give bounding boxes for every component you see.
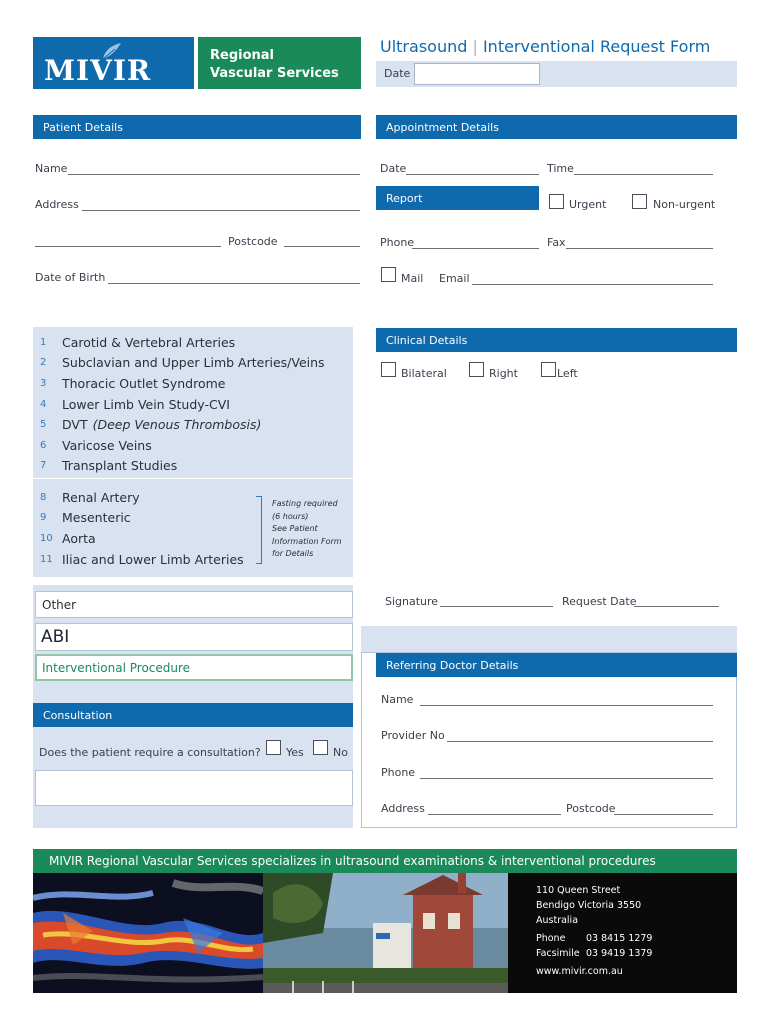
title-separator: |	[472, 37, 478, 56]
consult-no-checkbox[interactable]	[313, 740, 328, 755]
study-row[interactable]	[40, 353, 350, 374]
ref-provider-line[interactable]	[447, 741, 713, 742]
study-num: 4	[40, 398, 47, 410]
study-row[interactable]	[40, 394, 350, 415]
study-row[interactable]	[40, 508, 260, 529]
logo-text: MIVIR	[44, 54, 152, 87]
bilateral-checkbox[interactable]	[381, 362, 396, 377]
right-checkbox[interactable]	[469, 362, 484, 377]
form-title	[380, 37, 710, 56]
study-row[interactable]	[40, 373, 350, 394]
consultation-question: Does the patient require a consultation?	[39, 746, 261, 759]
footer-banner-text: MIVIR Regional Vascular Services specializes in ultrasound examinations & interventional procedures	[49, 854, 656, 868]
consult-yes-label: Yes	[286, 746, 304, 759]
ref-postcode-label: Postcode	[566, 802, 616, 815]
email-line[interactable]	[472, 284, 713, 285]
ref-phone-line[interactable]	[420, 778, 713, 779]
ref-provider-label: Provider No	[381, 729, 445, 742]
study-row[interactable]	[40, 549, 260, 570]
interventional-label: Interventional Procedure	[42, 661, 191, 675]
study-row[interactable]	[40, 414, 350, 435]
brand-line-1: Regional	[210, 48, 275, 63]
study-num: 9	[40, 512, 47, 524]
study-row[interactable]	[40, 487, 260, 508]
ultrasound-image	[33, 873, 263, 993]
appt-date-line[interactable]	[406, 174, 539, 175]
request-date-line[interactable]	[634, 606, 719, 607]
referring-top-strip	[361, 626, 737, 652]
date-field[interactable]	[414, 63, 540, 85]
study-label: Carotid & Vertebral Arteries	[62, 334, 236, 350]
study-num: 2	[40, 357, 47, 369]
referring-doctor-title: Referring Doctor Details	[386, 658, 519, 672]
building-photo	[263, 873, 508, 993]
brand-block	[198, 37, 361, 89]
report-header	[376, 186, 539, 210]
title-interventional: Interventional Request Form	[482, 37, 711, 56]
study-num: 10	[40, 532, 53, 544]
consult-no-label: No	[333, 746, 348, 759]
study-label: Lower Limb Vein Study-CVI	[62, 396, 230, 412]
email-label: Email	[439, 272, 470, 285]
fasting-line: See Patient	[272, 524, 318, 533]
clinical-notes-area[interactable]	[376, 386, 741, 586]
study-row[interactable]	[40, 456, 350, 477]
patient-name-label: Name	[35, 162, 68, 175]
study-num: 11	[40, 553, 53, 565]
fasting-line: for Details	[272, 549, 314, 558]
appt-fax-label: Fax	[547, 236, 566, 249]
patient-address-label: Address	[35, 198, 79, 211]
left-checkbox[interactable]	[541, 362, 556, 377]
clinical-details-title: Clinical Details	[386, 333, 468, 347]
contact-panel	[508, 873, 737, 993]
left-label: Left	[557, 367, 578, 380]
phone-value: 03 8415 1279	[586, 933, 653, 944]
study-label: Varicose Veins	[62, 437, 152, 453]
abi-label: ABI	[41, 627, 70, 647]
fasting-line: (6 hours)	[272, 511, 309, 521]
patient-details-header	[33, 115, 361, 139]
dob-line[interactable]	[108, 283, 360, 284]
appointment-details-header	[376, 115, 737, 139]
study-row[interactable]	[40, 528, 260, 549]
address-city: Bendigo Victoria 3550	[536, 900, 642, 911]
brand-line-2: Vascular Services	[210, 66, 339, 81]
patient-name-line[interactable]	[68, 174, 360, 175]
urgent-label: Urgent	[569, 198, 607, 211]
date-label: Date	[384, 67, 411, 80]
study-label: Aorta	[62, 530, 96, 546]
ref-postcode-line[interactable]	[614, 814, 713, 815]
bilateral-label: Bilateral	[401, 367, 447, 380]
non-urgent-label: Non-urgent	[653, 198, 716, 211]
postcode-line[interactable]	[284, 246, 360, 247]
study-label: Subclavian and Upper Limb Arteries/Veins	[62, 355, 325, 371]
address-country: Australia	[536, 915, 579, 926]
appt-fax-line[interactable]	[566, 248, 713, 249]
patient-address-line-2[interactable]	[35, 246, 221, 247]
fasting-note	[272, 498, 352, 561]
consultation-header	[33, 703, 353, 727]
study-label: Mesenteric	[62, 510, 131, 526]
abi-field[interactable]	[35, 623, 353, 651]
fasting-bracket	[256, 496, 262, 564]
study-row[interactable]	[40, 435, 350, 456]
ref-name-label: Name	[381, 693, 414, 706]
other-field[interactable]	[35, 591, 353, 618]
study-label: DVT	[62, 417, 88, 433]
study-num: 7	[40, 460, 47, 472]
fasting-line: Fasting required	[272, 499, 338, 508]
study-num: 6	[40, 439, 47, 451]
ref-address-label: Address	[381, 802, 425, 815]
study-num: 3	[40, 377, 47, 389]
ref-phone-label: Phone	[381, 766, 416, 779]
fax-value: 03 9419 1379	[586, 948, 653, 959]
consultation-notes[interactable]	[35, 770, 353, 806]
appt-time-label: Time	[547, 162, 574, 175]
address-street: 110 Queen Street	[536, 885, 621, 896]
title-ultrasound: Ultrasound	[380, 37, 468, 56]
phone-label: Phone	[536, 933, 566, 944]
study-num: 1	[40, 336, 47, 348]
appt-phone-line[interactable]	[412, 248, 539, 249]
ref-name-line[interactable]	[420, 705, 713, 706]
other-label: Other	[42, 598, 77, 612]
referring-doctor-header	[376, 653, 737, 677]
non-urgent-checkbox[interactable]	[632, 194, 647, 209]
appt-phone-label: Phone	[380, 236, 415, 249]
interventional-field[interactable]	[35, 654, 353, 681]
studies-list-1	[40, 332, 350, 476]
study-label: Transplant Studies	[62, 458, 178, 474]
appointment-details-title: Appointment Details	[386, 120, 499, 134]
urgent-checkbox[interactable]	[549, 194, 564, 209]
dob-label: Date of Birth	[35, 271, 106, 284]
study-row[interactable]	[40, 332, 350, 353]
patient-address-line[interactable]	[82, 210, 360, 211]
divider	[33, 478, 353, 479]
website-link[interactable]: www.mivir.com.au	[536, 966, 623, 977]
report-title: Report	[386, 191, 423, 205]
signature-label: Signature	[385, 595, 439, 608]
study-num: 5	[40, 419, 47, 431]
clinical-details-header	[376, 328, 737, 352]
date-panel	[376, 61, 737, 87]
ref-address-line[interactable]	[428, 814, 561, 815]
studies-list-2	[40, 487, 260, 569]
study-num: 8	[40, 491, 47, 503]
study-label-italic: (Deep Venous Thrombosis)	[92, 417, 262, 433]
study-label: Iliac and Lower Limb Arteries	[62, 551, 244, 567]
fax-label: Facsimile	[536, 948, 580, 959]
request-date-label: Request Date	[562, 595, 637, 608]
appt-time-line[interactable]	[574, 174, 713, 175]
consult-yes-checkbox[interactable]	[266, 740, 281, 755]
footer-banner	[33, 849, 737, 873]
right-label: Right	[489, 367, 518, 380]
mail-label: Mail	[401, 272, 424, 285]
signature-line[interactable]	[440, 606, 553, 607]
logo-block	[33, 37, 194, 89]
study-label: Renal Artery	[62, 489, 140, 505]
appt-date-label: Date	[380, 162, 407, 175]
mail-checkbox[interactable]	[381, 267, 396, 282]
study-label: Thoracic Outlet Syndrome	[62, 375, 226, 391]
fasting-line: Information Form	[272, 536, 342, 546]
postcode-label: Postcode	[228, 235, 278, 248]
consultation-title: Consultation	[43, 708, 113, 722]
patient-details-title: Patient Details	[43, 120, 123, 134]
